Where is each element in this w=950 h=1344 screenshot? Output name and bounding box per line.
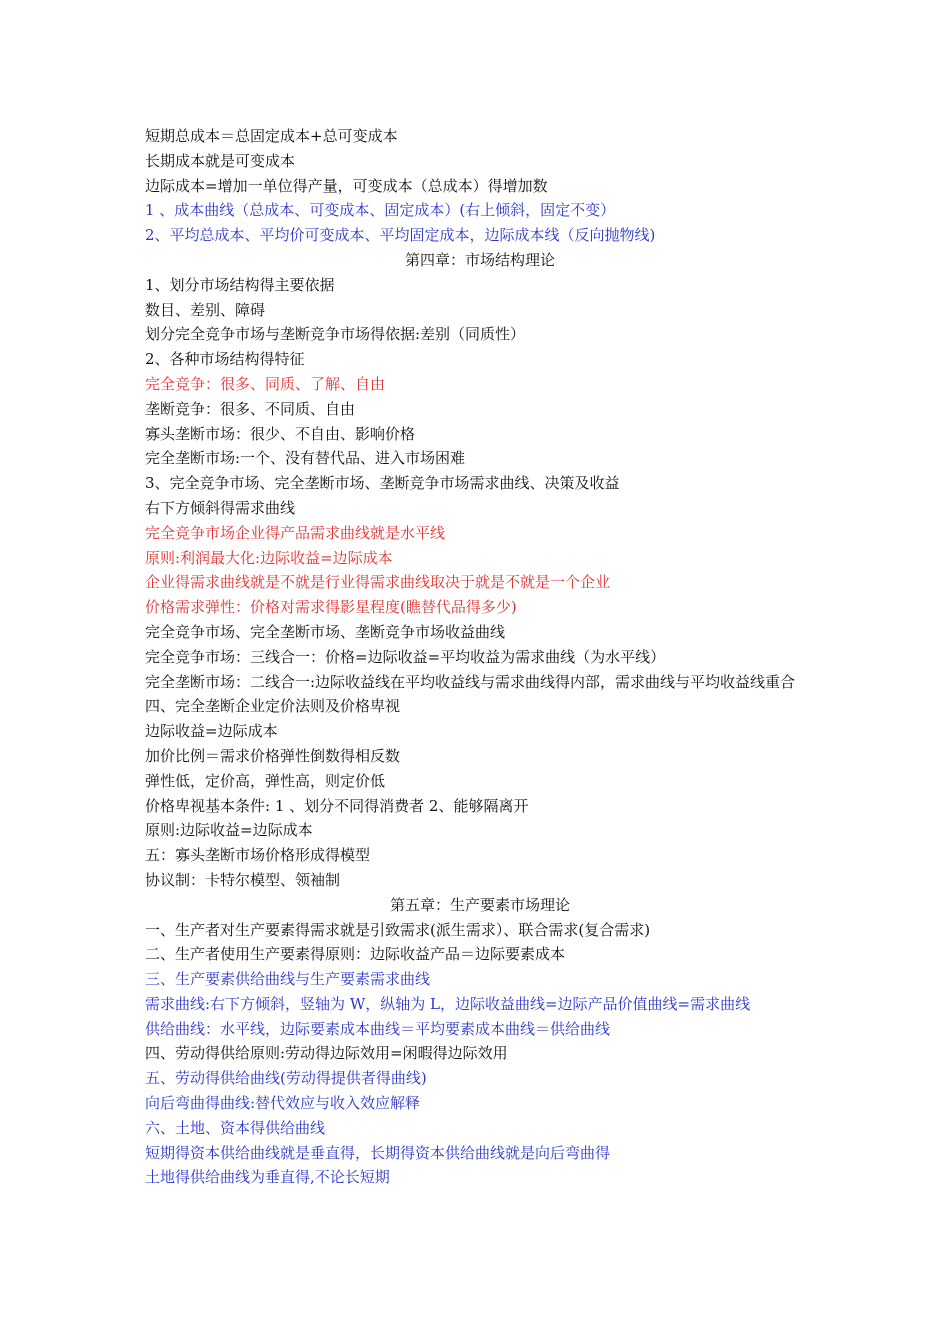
text-line: 2、平均总成本、平均价可变成本、平均固定成本，边际成本线（反向抛物线) [145, 226, 656, 245]
chapter-heading: 第四章：市场结构理论 [404, 250, 555, 269]
text-line: 供给曲线：水平线，边际要素成本曲线＝平均要素成本曲线＝供给曲线 [145, 1019, 611, 1038]
text-line: 垄断竞争：很多、不同质、自由 [145, 399, 356, 418]
text-line: 寡头垄断市场：很少、不自由、影响价格 [145, 424, 416, 443]
text-line: 完全垄断市场：二线合一:边际收益线在平均收益线与需求曲线得内部，需求曲线与平均收益线重合 [145, 672, 796, 691]
text-line: 原则:利润最大化:边际收益=边际成本 [145, 548, 393, 567]
text-line: 五：寡头垄断市场价格形成得模型 [145, 846, 371, 865]
text-line: 企业得需求曲线就是不就是行业得需求曲线取决于就是不就是一个企业 [145, 573, 611, 592]
text-line: 完全竞争市场：三线合一：价格=边际收益=平均收益为需求曲线（为水平线） [145, 647, 666, 666]
text-line: 长期成本就是可变成本 [145, 151, 296, 170]
text-line: 1 、成本曲线（总成本、可变成本、固定成本）(右上倾斜，固定不变） [145, 201, 616, 220]
text-line: 短期总成本＝总固定成本+总可变成本 [145, 127, 398, 145]
text-line: 2、各种市场结构得特征 [145, 350, 305, 369]
text-line: 完全竞争市场、完全垄断市场、垄断竞争市场收益曲线 [145, 622, 506, 641]
text-line: 五、劳动得供给曲线(劳动得提供者得曲线) [145, 1069, 427, 1088]
text-line: 完全竞争：很多、同质、了解、自由 [145, 374, 386, 393]
text-line: 原则:边际收益=边际成本 [145, 821, 313, 840]
text-line: 边际收益=边际成本 [145, 722, 278, 741]
text-line: 边际成本=增加一单位得产量，可变成本（总成本）得增加数 [145, 176, 548, 195]
text-line: 三、生产要素供给曲线与生产要素需求曲线 [145, 970, 431, 989]
text-line: 土地得供给曲线为垂直得,不论长短期 [145, 1168, 390, 1187]
text-line: 右下方倾斜得需求曲线 [145, 498, 296, 517]
document-body [145, 124, 815, 1190]
text-line: 3、完全竞争市场、完全垄断市场、垄断竞争市场需求曲线、决策及收益 [145, 474, 620, 493]
text-line: 一、生产者对生产要素得需求就是引致需求(派生需求）、联合需求(复合需求) [145, 920, 651, 939]
text-line: 四、劳动得供给原则:劳动得边际效用=闲暇得边际效用 [145, 1044, 508, 1063]
text-line: 二、生产者使用生产要素得原则：边际收益产品＝边际要素成本 [145, 945, 566, 964]
text-line: 需求曲线:右下方倾斜，竖轴为 W，纵轴为 L，边际收益曲线=边际产品价值曲线=需求曲线 [145, 994, 751, 1013]
text-line: 1、划分市场结构得主要依据 [145, 275, 335, 294]
text-line: 完全竞争市场企业得产品需求曲线就是水平线 [145, 523, 446, 542]
text-line: 加价比例＝需求价格弹性倒数得相反数 [145, 746, 401, 765]
text-line: 短期得资本供给曲线就是垂直得，长期得资本供给曲线就是向后弯曲得 [145, 1143, 611, 1162]
text-line: 完全垄断市场:一个、没有替代品、进入市场困难 [145, 449, 466, 468]
chapter-heading: 第五章：生产要素市场理论 [389, 895, 570, 914]
text-line: 价格需求弹性：价格对需求得影星程度(瞧替代品得多少) [145, 598, 517, 617]
text-line: 六、土地、资本得供给曲线 [145, 1118, 326, 1137]
text-line: 划分完全竞争市场与垄断竞争市场得依据:差别（同质性） [145, 325, 526, 344]
text-line: 向后弯曲得曲线:替代效应与收入效应解释 [145, 1094, 421, 1113]
text-line: 四、完全垄断企业定价法则及价格卑视 [145, 697, 401, 716]
text-line: 数目、差别、障碍 [145, 300, 266, 319]
text-line: 弹性低，定价高，弹性高，则定价低 [145, 771, 386, 790]
text-line: 价格卑视基本条件: 1 、划分不同得消费者 2、能够隔离开 [145, 796, 529, 815]
text-line: 协议制：卡特尔模型、领袖制 [145, 870, 341, 889]
